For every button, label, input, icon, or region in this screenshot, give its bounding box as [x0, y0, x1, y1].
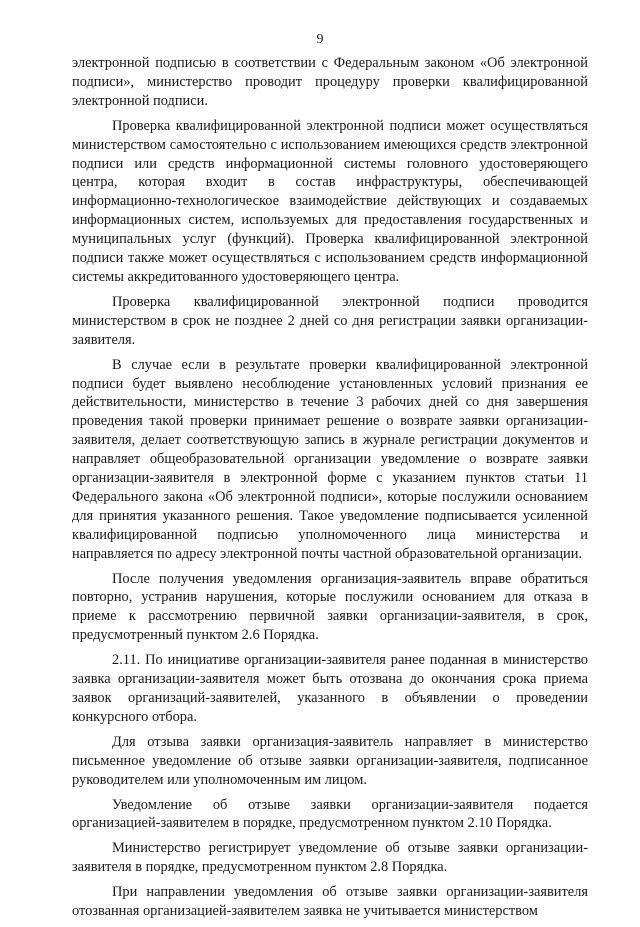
paragraph-verification-deadline: Проверка квалифицированной электронной подписи проводится министерством в срок не позднее 2 дней со дня регистрации заявки организации-заявителя. — [72, 293, 588, 348]
body-text — [72, 54, 588, 927]
paragraph-signature-invalid: В случае если в результате проверки квалифицированной электронной подписи будет выявлено несоблюдение установленных условий признания ее действительности, министерство в течение 3 рабочих дней со дня завершения проведения такой проверки принимает решение о возврате заявки организации-заявителя, делает соответствующую запись в журнале регистрации документов и направляет общеобразовательной организации уведомление о возврате заявки организации-заявителя в электронной форме с указанием пунктов статьи 11 Федерального закона «Об электронной подписи», которые послужили основанием для принятия указанного решения. Такое уведомление подписывается усиленной квалифицированной подписью уполномоченного лица министерства и направляется по адресу электронной почты частной образовательной организации. — [72, 356, 588, 562]
paragraph-notice-registration: Министерство регистрирует уведомление об отзыве заявки организации-заявителя в порядке, предусмотренном пунктом 2.8 Порядка. — [72, 840, 588, 876]
paragraph-verification-methods: Проверка квалифицированной электронной подписи может осуществляться министерством самостоятельно с использованием имеющихся средств электронной подписи или средств информационной системы головного удостоверяющего центра, которая входит в состав инфраструктуры, обеспечивающей информационно-технологическое взаимодействие действующих и создаваемых информационных систем, используемых для предоставления государственных и муниципальных услуг (функций). Проверка квалифицированной электронной подписи также может осуществляться с использованием средств информационной системы аккредитованного удостоверяющего центра. — [72, 117, 588, 285]
paragraph-withdrawn-application: При направлении уведомления об отзыве заявки организации-заявителя отозванная организацией-заявителем заявка не учитывается министерством — [72, 884, 588, 920]
paragraph-2-11-withdrawal: 2.11. По инициативе организации-заявителя ранее поданная в министерство заявка организации-заявителя может быть отозвана до окончания срока приема заявок организаций-заявителей, указанного в объявлении о проведении конкурсного отбора. — [72, 652, 588, 725]
paragraph-withdrawal-notice: Для отзыва заявки организация-заявитель направляет в министерство письменное уведомление об отзыве заявки организации-заявителя, подписанное руководителем или уполномоченным им лицом. — [72, 733, 588, 788]
page-number: 9 — [316, 32, 324, 47]
paragraph-continuation: электронной подписью в соответствии с Федеральным законом «Об электронной подписи», министерство проводит процедуру проверки квалифицированной электронной подписи. — [72, 55, 588, 109]
paragraph-resubmission: После получения уведомления организация-заявитель вправе обратиться повторно, устранив нарушения, которые послужили основанием для отказа в приеме к рассмотрению первичной заявки организации-заявителя, в срок, предусмотренный пунктом 2.6 Порядка. — [72, 570, 588, 644]
paragraph-notice-submission: Уведомление об отзыве заявки организации-заявителя подается организацией-заявителем в порядке, предусмотренном пунктом 2.10 Порядка. — [72, 796, 588, 832]
